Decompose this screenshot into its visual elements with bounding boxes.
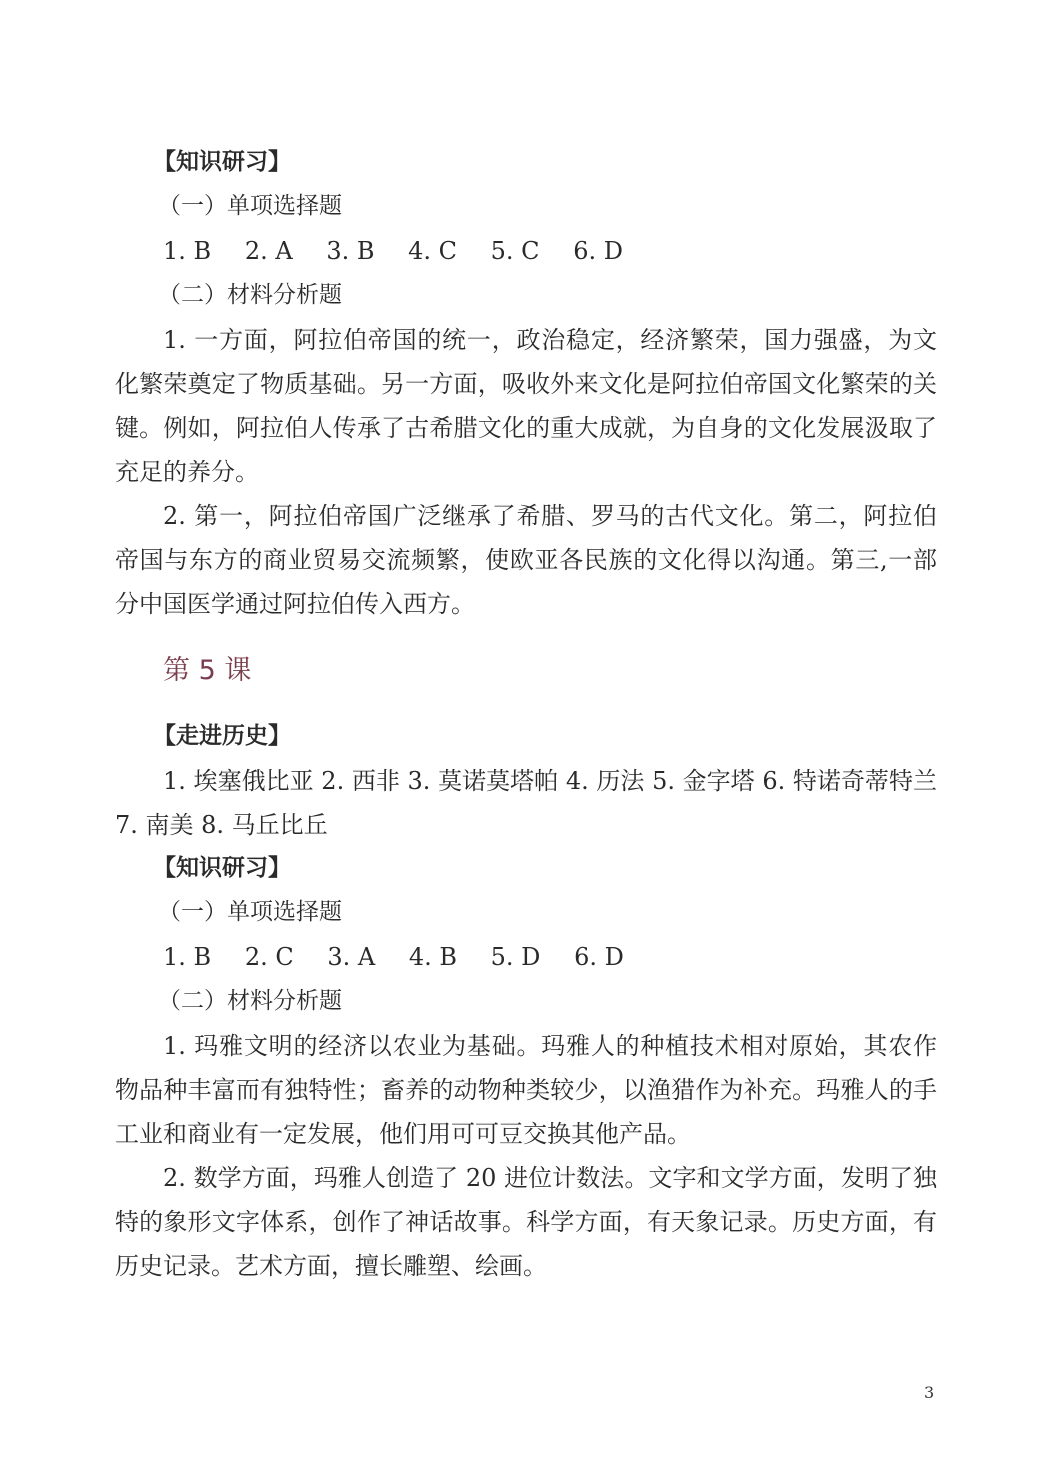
answer-item: 6. D: [573, 237, 623, 265]
answer-item: 2. C: [244, 943, 294, 971]
history-answers-paragraph: 1. 埃塞俄比亚 2. 西非 3. 莫诺莫塔帕 4. 历法 5. 金字塔 6. 特诺奇蒂特兰 7. 南美 8. 马丘比丘: [115, 767, 937, 839]
material-answer-paragraph: 2. 第一，阿拉伯帝国广泛继承了希腊、罗马的古代文化。第二，阿拉伯帝国与东方的商业贸易交流频繁，使欧亚各民族的文化得以沟通。第三,一部分中国医学通过阿拉伯传入西方。: [115, 502, 937, 618]
subheading-single-choice: （一）单项选择题: [158, 899, 342, 925]
subheading-material-analysis: （二）材料分析题: [158, 282, 342, 308]
lesson-title: 第 5 课: [163, 655, 252, 686]
answer-item: 3. A: [327, 943, 376, 971]
answer-item: 4. B: [408, 943, 458, 971]
page-number: 3: [924, 1383, 935, 1402]
answer-item: 4. C: [408, 237, 458, 265]
single-choice-answers: [163, 942, 624, 972]
answer-item: 1. B: [163, 237, 212, 265]
heading-into-history: 【走进历史】: [153, 723, 291, 749]
answer-item: 5. D: [490, 943, 541, 971]
subheading-material-analysis: （二）材料分析题: [158, 988, 342, 1014]
answer-item: 1. B: [163, 943, 212, 971]
single-choice-answers: [163, 236, 623, 266]
material-answer-paragraph: 2. 数学方面，玛雅人创造了 20 进位计数法。文字和文学方面，发明了独特的象形文字体系，创作了神话故事。科学方面，有天象记录。历史方面，有历史记录。艺术方面，擅长雕塑、绘画。: [115, 1164, 937, 1280]
material-answer-paragraph: 1. 一方面，阿拉伯帝国的统一，政治稳定，经济繁荣，国力强盛，为文化繁荣奠定了物质基础。另一方面，吸收外来文化是阿拉伯帝国文化繁荣的关键。例如，阿拉伯人传承了古希腊文化的重大成就，为自身的文化发展汲取了充足的养分。: [115, 326, 937, 486]
material-answer-paragraph: 1. 玛雅文明的经济以农业为基础。玛雅人的种植技术相对原始，其农作物品种丰富而有独特性；畜养的动物种类较少，以渔猎作为补充。玛雅人的手工业和商业有一定发展，他们用可可豆交换其他产品。: [115, 1032, 937, 1148]
heading-knowledge-study: 【知识研习】: [153, 855, 291, 881]
answer-item: 5. C: [490, 237, 540, 265]
answer-item: 2. A: [244, 237, 293, 265]
answer-item: 6. D: [574, 943, 624, 971]
heading-knowledge-study: 【知识研习】: [153, 149, 291, 175]
answer-item: 3. B: [326, 237, 375, 265]
subheading-single-choice: （一）单项选择题: [158, 193, 342, 219]
